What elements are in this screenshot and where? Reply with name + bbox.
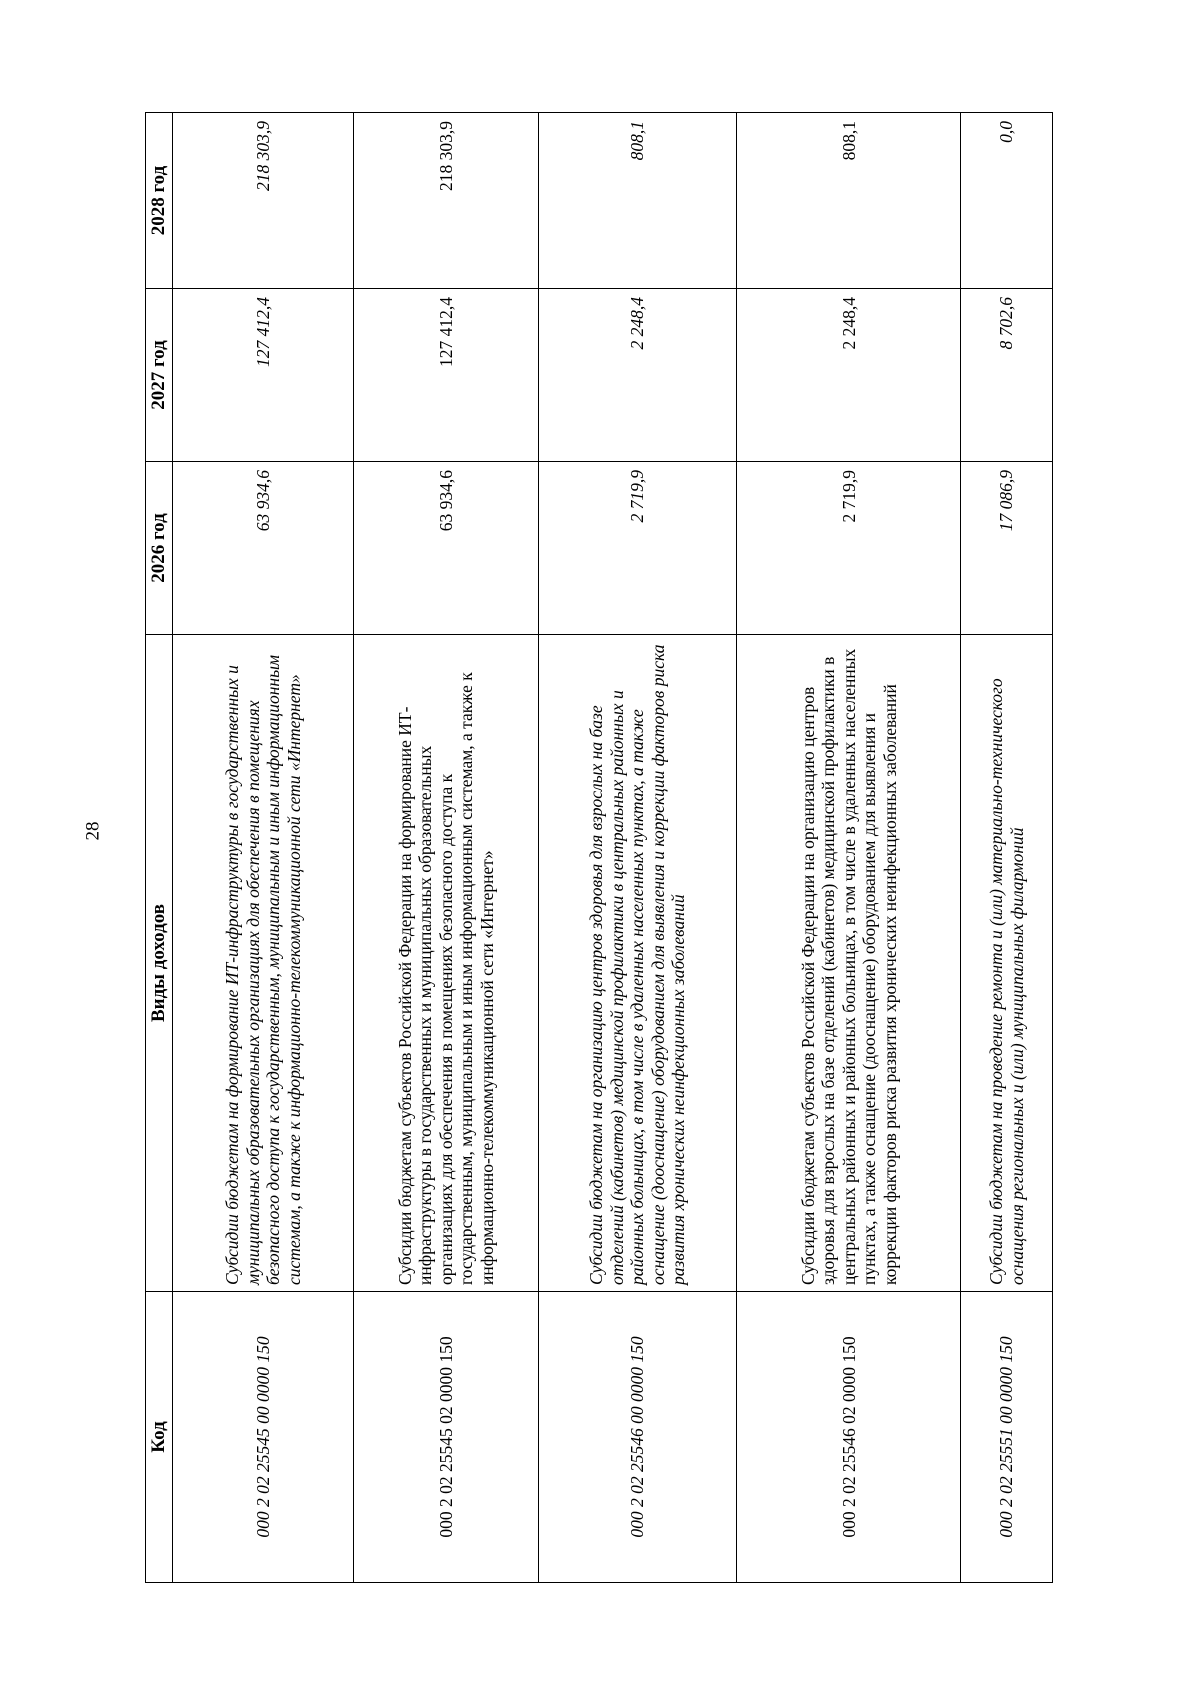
cell-description: Субсидии бюджетам субъектов Российской Федерации на формирование ИТ-инфраструктуры в государственных и муниципальных образовательных организациях для обеспечения в помещениях безопасного доступа к государственным, муниципальным и иным информационным системам, а также к информационно-телекоммуникационной сети «Интернет» bbox=[354, 635, 539, 1292]
cell-2026: 17 086,9 bbox=[961, 462, 1053, 635]
cell-code: 000 2 02 25545 00 0000 150 bbox=[173, 1292, 354, 1583]
cell-2026: 2 719,9 bbox=[737, 462, 961, 635]
cell-description: Субсидии бюджетам на формирование ИТ-инфраструктуры в государственных и муниципальных образовательных организациях для обеспечения в помещениях безопасного доступа к государственным, муниципальным и иным информационным системам, а также к информационно-телекоммуникационной сети «Интернет» bbox=[173, 635, 354, 1292]
cell-2026: 2 719,9 bbox=[538, 462, 736, 635]
cell-2026: 63 934,6 bbox=[173, 462, 354, 635]
cell-2027: 2 248,4 bbox=[538, 289, 736, 462]
cell-2026: 63 934,6 bbox=[354, 462, 539, 635]
header-2028: 2028 год bbox=[146, 113, 173, 289]
cell-code: 000 2 02 25551 00 0000 150 bbox=[961, 1292, 1053, 1583]
table-row bbox=[173, 113, 354, 1583]
cell-description: Субсидии бюджетам на организацию центров здоровья для взрослых на базе отделений (кабинетов) медицинской профилактики в центральных районных и районных больницах, в том числе в удаленных населенных пунктах, а также оснащение (дооснащение) оборудованием для выявления и коррекции факторов риска развития хронических неинфекционных заболеваний bbox=[538, 635, 736, 1292]
header-code: Код bbox=[146, 1292, 173, 1583]
cell-2027: 8 702,6 bbox=[961, 289, 1053, 462]
cell-description: Субсидии бюджетам на проведение ремонта и (или) материально-технического оснащения региональных и (или) муниципальных филармоний bbox=[961, 635, 1053, 1292]
page-number: 28 bbox=[82, 821, 104, 841]
cell-2027: 2 248,4 bbox=[737, 289, 961, 462]
cell-2028: 218 303,9 bbox=[173, 113, 354, 289]
cell-2027: 127 412,4 bbox=[354, 289, 539, 462]
table-row bbox=[737, 113, 961, 1583]
cell-2027: 127 412,4 bbox=[173, 289, 354, 462]
table-row bbox=[961, 113, 1053, 1583]
header-2026: 2026 год bbox=[146, 462, 173, 635]
header-revenue-type: Виды доходов bbox=[146, 635, 173, 1292]
cell-2028: 808,1 bbox=[538, 113, 736, 289]
header-2027: 2027 год bbox=[146, 289, 173, 462]
table-row bbox=[354, 113, 539, 1583]
cell-2028: 0,0 bbox=[961, 113, 1053, 289]
cell-2028: 808,1 bbox=[737, 113, 961, 289]
table-header-row bbox=[146, 113, 173, 1583]
table-row bbox=[538, 113, 736, 1583]
cell-code: 000 2 02 25546 00 0000 150 bbox=[538, 1292, 736, 1583]
cell-code: 000 2 02 25545 02 0000 150 bbox=[354, 1292, 539, 1583]
cell-description: Субсидии бюджетам субъектов Российской Федерации на организацию центров здоровья для взрослых на базе отделений (кабинетов) медицинской профилактики в центральных районных и районных больницах, в том числе в удаленных населенных пунктах, а также оснащение (дооснащение) оборудованием для выявления и коррекции факторов риска развития хронических неинфекционных заболеваний bbox=[737, 635, 961, 1292]
rotated-table-container bbox=[145, 113, 1053, 1583]
revenue-table bbox=[145, 112, 1053, 1583]
cell-2028: 218 303,9 bbox=[354, 113, 539, 289]
cell-code: 000 2 02 25546 02 0000 150 bbox=[737, 1292, 961, 1583]
